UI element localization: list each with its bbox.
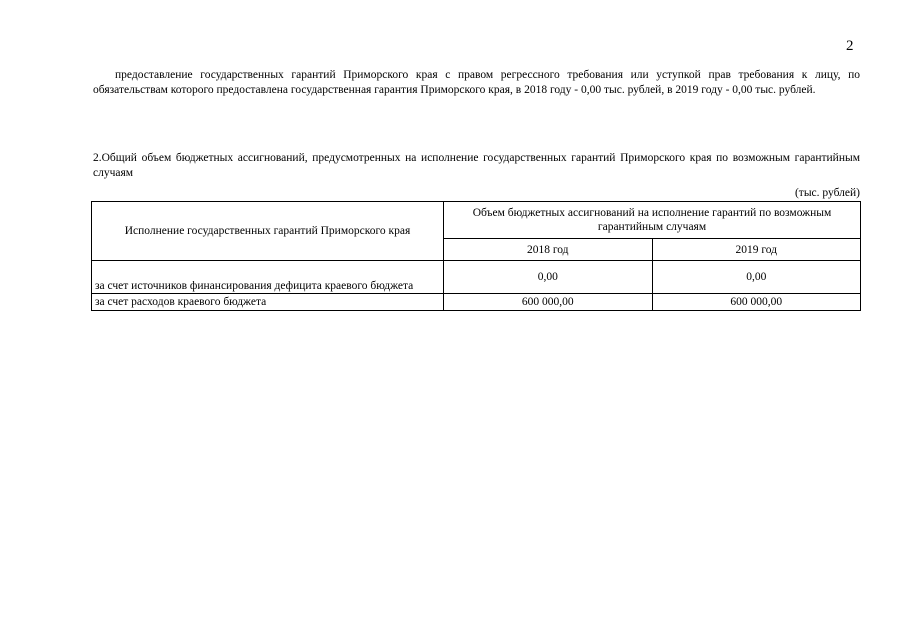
table-header-row [92, 202, 861, 239]
page-number: 2 [846, 38, 854, 54]
cell-2019-deficit-sources: 0,00 [652, 261, 861, 294]
paragraph-guarantees-regress: предоставление государственных гарантий Приморского края с правом регрессного требования или уступкой прав требования к лицу, по обязательствам которого предоставлена государственная гарантия Приморского края, в 2018 году - 0,00 тыс. рублей, в 2019 году - 0,00 тыс. рублей. [93, 69, 860, 96]
header-year-2018: 2018 год [444, 239, 653, 261]
cell-2019-budget-expenses: 600 000,00 [652, 294, 861, 311]
row-label-budget-expenses: за счет расходов краевого бюджета [92, 294, 444, 311]
cell-2018-deficit-sources: 0,00 [444, 261, 653, 294]
cell-2018-budget-expenses: 600 000,00 [444, 294, 653, 311]
row-label-deficit-sources: за счет источников финансирования дефицита краевого бюджета [92, 261, 444, 294]
guarantees-budget-table [91, 201, 861, 311]
paragraph-section-2-heading: 2.Общий объем бюджетных ассигнований, предусмотренных на исполнение государственных гарантий Приморского края по возможным гарантийным случаям [93, 152, 860, 179]
units-note: (тыс. рублей) [794, 187, 860, 199]
table-row [92, 261, 861, 294]
table-row [92, 294, 861, 311]
header-budget-allocation: Объем бюджетных ассигнований на исполнение гарантий по возможным гарантийным случаям [444, 202, 861, 239]
header-year-2019: 2019 год [652, 239, 861, 261]
header-guarantee-execution: Исполнение государственных гарантий Приморского края [92, 202, 444, 261]
